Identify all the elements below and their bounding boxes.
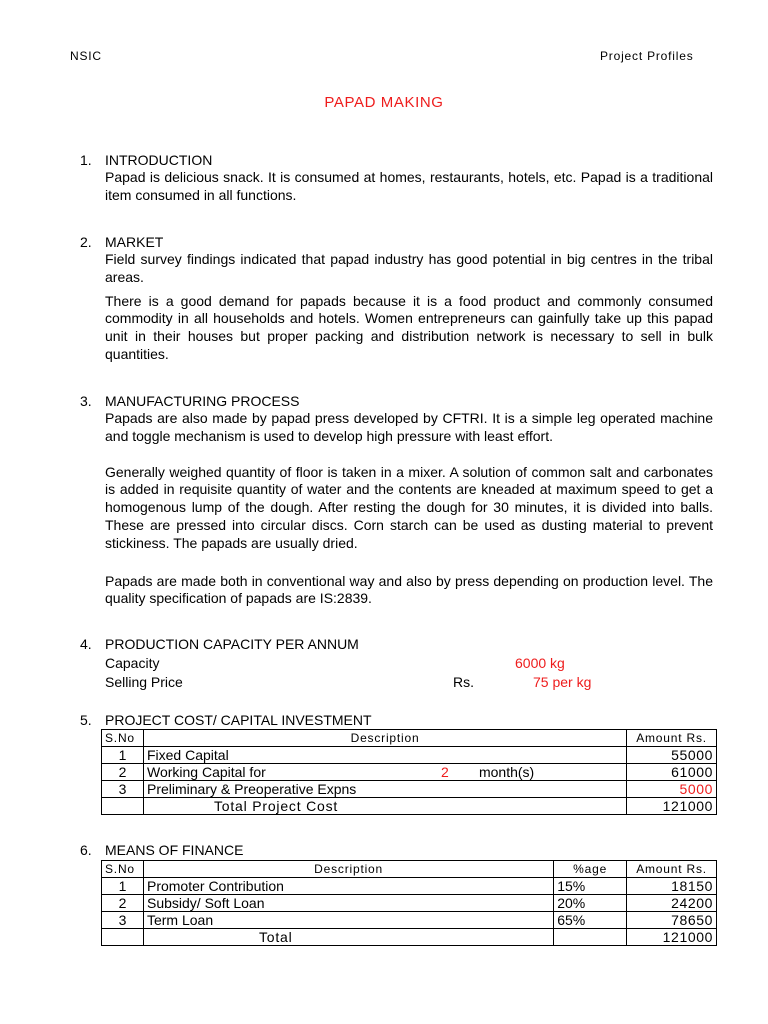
process-paragraph-2: Generally weighed quantity of floor is taken in a mixer. A solution of common salt and carbonates is added in requisite quantity of water and the contents are kneaded at maximum speed to get a homogenous lump of the dough. After resting the dough for 30 minutes, it is divided into balls. These are pressed into circular discs. Corn starch can be used as dusting material to prevent stickiness. The papads are usually dried. — [105, 463, 713, 551]
page-title: PAPAD MAKING — [324, 94, 444, 111]
row-sno: 2 — [102, 764, 144, 781]
total-amount: 121000 — [627, 929, 717, 946]
section-number: 4. — [80, 636, 92, 652]
capacity-label: Capacity — [105, 655, 160, 671]
selling-price-label: Selling Price — [105, 674, 183, 690]
table-total-row — [102, 929, 717, 946]
total-label: Total — [143, 929, 553, 946]
table-row — [102, 878, 717, 895]
row-description — [143, 764, 626, 781]
table-row — [102, 895, 717, 912]
total-label: Total Project Cost — [143, 798, 626, 815]
selling-price-value: 75 per kg — [533, 674, 592, 690]
total-sno — [102, 929, 144, 946]
section-project-cost — [80, 711, 720, 729]
header-right: Project Profiles — [600, 49, 694, 63]
working-capital-months: 2 — [440, 764, 449, 780]
row-amount: 5000 — [627, 781, 717, 798]
row-amount: 24200 — [627, 895, 717, 912]
header-left: NSIC — [70, 49, 102, 63]
row-percentage: 15% — [554, 878, 627, 895]
col-description: Description — [143, 861, 553, 878]
process-paragraph-1: Papads are also made by papad press developed by CFTRI. It is a simple leg operated machine and toggle mechanism is used to develop high pressure with least effort. — [105, 410, 713, 444]
col-sno: S.No — [102, 730, 144, 747]
row-percentage: 20% — [554, 895, 627, 912]
intro-paragraph: Papad is delicious snack. It is consumed at homes, restaurants, hotels, etc. Papad is a traditional item consumed in all functions. — [105, 169, 713, 203]
row-description: Term Loan — [143, 912, 553, 929]
section-heading: PRODUCTION CAPACITY PER ANNUM — [105, 636, 359, 652]
row-sno: 3 — [102, 912, 144, 929]
section-introduction — [80, 151, 720, 205]
section-number: 3. — [80, 393, 92, 409]
table-row — [102, 747, 717, 764]
section-manufacturing-process — [80, 392, 720, 608]
section-heading: MEANS OF FINANCE — [105, 842, 244, 858]
table-row — [102, 764, 717, 781]
table-row — [102, 912, 717, 929]
section-number: 1. — [80, 152, 92, 168]
col-amount: Amount Rs. — [627, 861, 717, 878]
row-description-text: Working Capital for — [146, 764, 266, 780]
col-description: Description — [143, 730, 626, 747]
market-paragraph-1: Field survey findings indicated that papad industry has good potential in big centres in the tribal areas. — [105, 251, 713, 285]
working-capital-months-unit: month(s) — [478, 764, 535, 780]
col-amount: Amount Rs. — [627, 730, 717, 747]
row-sno: 3 — [102, 781, 144, 798]
row-sno: 2 — [102, 895, 144, 912]
section-market — [80, 233, 720, 364]
row-sno: 1 — [102, 878, 144, 895]
col-sno: S.No — [102, 861, 144, 878]
section-number: 5. — [80, 712, 92, 728]
total-amount: 121000 — [627, 798, 717, 815]
section-number: 2. — [80, 234, 92, 250]
row-description: Fixed Capital — [143, 747, 626, 764]
section-heading: MANUFACTURING PROCESS — [105, 393, 300, 409]
row-amount: 55000 — [627, 747, 717, 764]
row-amount: 78650 — [627, 912, 717, 929]
project-cost-table — [101, 729, 717, 815]
table-row — [102, 781, 717, 798]
selling-price-currency: Rs. — [453, 674, 474, 690]
table-header-row — [102, 861, 717, 878]
row-sno: 1 — [102, 747, 144, 764]
table-total-row — [102, 798, 717, 815]
section-heading: INTRODUCTION — [105, 152, 213, 168]
row-description: Promoter Contribution — [143, 878, 553, 895]
capacity-value: 6000 kg — [515, 655, 565, 671]
section-production-capacity — [80, 635, 720, 653]
row-description: Subsidy/ Soft Loan — [143, 895, 553, 912]
table-header-row — [102, 730, 717, 747]
section-heading: PROJECT COST/ CAPITAL INVESTMENT — [105, 712, 372, 728]
row-percentage: 65% — [554, 912, 627, 929]
total-sno — [102, 798, 144, 815]
market-paragraph-2: There is a good demand for papads because it is a food product and commonly consumed commodity in all households and hotels. Women entrepreneurs can gainfully take up this papad unit in their houses but proper packing and distribution network is necessary to sell in bulk quantities. — [105, 292, 713, 362]
col-percentage: %age — [554, 861, 627, 878]
process-paragraph-3: Papads are made both in conventional way and also by press depending on production level. The quality specification of papads are IS:2839. — [105, 572, 713, 607]
row-description: Preliminary & Preoperative Expns — [143, 781, 626, 798]
total-percentage — [554, 929, 627, 946]
section-means-of-finance — [80, 841, 720, 859]
section-heading: MARKET — [105, 234, 164, 250]
row-amount: 18150 — [627, 878, 717, 895]
row-amount: 61000 — [627, 764, 717, 781]
means-of-finance-table — [101, 860, 717, 946]
section-number: 6. — [80, 842, 92, 858]
